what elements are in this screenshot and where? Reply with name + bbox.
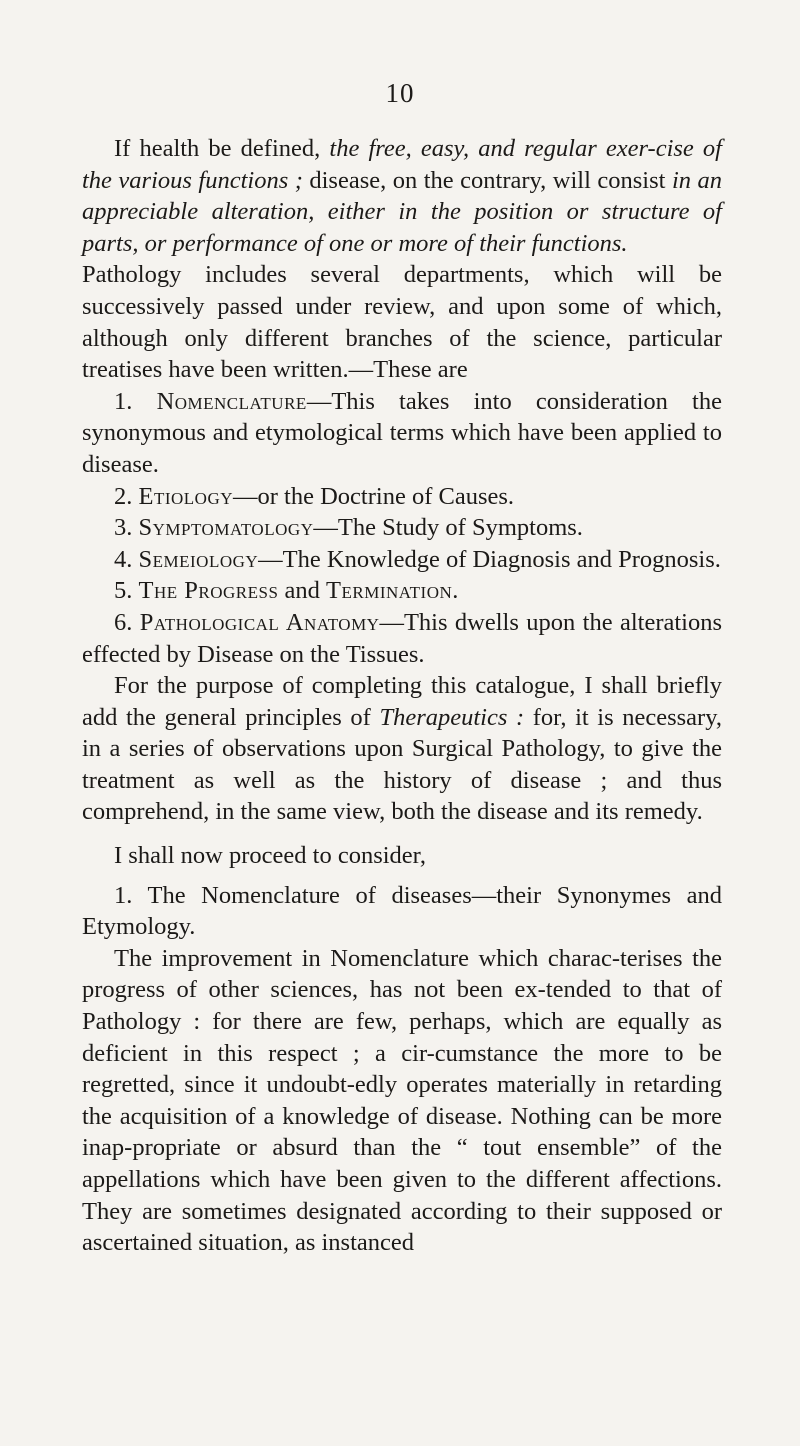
list-number: 2. <box>114 482 139 510</box>
page-number: 10 <box>385 78 415 108</box>
list-item-symptomatology <box>82 512 722 544</box>
paragraph-therapeutics <box>82 670 722 828</box>
paragraph-pathology-departments: Pathology includes several departments, which will be successively passed under review, and upon some of which, although only different branches of the science, particular treatises have been written.—These are <box>82 261 722 384</box>
text-run: disease, on the contrary, will consist <box>302 166 672 194</box>
italic-run: Therapeutics : <box>379 703 525 731</box>
paragraph-proceed: I shall now proceed to consider, <box>114 842 426 870</box>
list-item-semeiology <box>82 544 722 576</box>
list-text: . <box>452 577 459 605</box>
list-number: 1. <box>114 387 157 415</box>
list-text: —This dwells upon the alterations effected by Disease on the Tissues. <box>82 608 722 668</box>
list-term: Symptomatology <box>138 514 314 542</box>
list-item-etiology <box>82 481 722 513</box>
italic-run: in an appreciable alteration, either in the position or structure of parts, or performance of one or more of their functions. <box>82 166 722 257</box>
list-text: —or the Doctrine of Causes. <box>233 482 515 510</box>
list-term: Nomenclature <box>156 387 307 415</box>
list-term: Semeiology <box>138 545 259 573</box>
paragraph-health-definition <box>82 133 722 259</box>
list-term: The Progress <box>138 577 279 605</box>
list-term: Pathological Anatomy <box>139 608 380 636</box>
text-run: If health be defined, <box>114 135 330 162</box>
italic-run: the free, easy, and regular exer-cise of the various functions ; <box>82 135 722 194</box>
list-item-progress-termination <box>82 575 722 607</box>
list-number: 6. <box>114 608 140 636</box>
paragraph-nomenclature-heading: 1. The Nomenclature of diseases—their Synonymes and Etymology. <box>82 881 722 941</box>
list-term: Termination <box>326 577 453 605</box>
paragraph-nomenclature-improvement: The improvement in Nomenclature which charac-terises the progress of other sciences, has not been ex-tended to that of Pathology : for there are few, perhaps, which are equally as deficient in this respect ; a cir-cumstance the more to be regretted, since it undoubt-edly operates materially in retarding the acquisition of a knowledge of disease. Nothing can be more inap-propriate or absurd than the “ tout ensemble” of the appellations which have been given to the different affections. They are sometimes designated according to their supposed or ascertained situation, as instanced <box>82 944 722 1257</box>
page-text <box>82 133 722 1259</box>
list-text: —The Study of Symptoms. <box>313 514 583 542</box>
text-run: For the purpose of completing this catalogue, I shall briefly add the general principles of <box>82 672 722 731</box>
list-text: —The Knowledge of Diagnosis and Prognosis. <box>258 545 721 573</box>
list-text: —This takes into consideration the synonymous and etymological terms which have been applied to disease. <box>82 387 722 478</box>
list-term: Etiology <box>138 482 234 510</box>
list-number: 3. <box>114 514 139 542</box>
list-number: 5. <box>114 577 139 605</box>
list-text: and <box>278 577 327 605</box>
text-run: for, it is necessary, in a series of observations upon Surgical Pathology, to give the treatment as well as the history of disease ; and thus comprehend, in the same view, both the disease and its remedy. <box>82 703 723 826</box>
list-item-nomenclature <box>82 386 722 481</box>
list-item-pathological-anatomy <box>82 607 722 670</box>
list-number: 4. <box>114 545 139 573</box>
